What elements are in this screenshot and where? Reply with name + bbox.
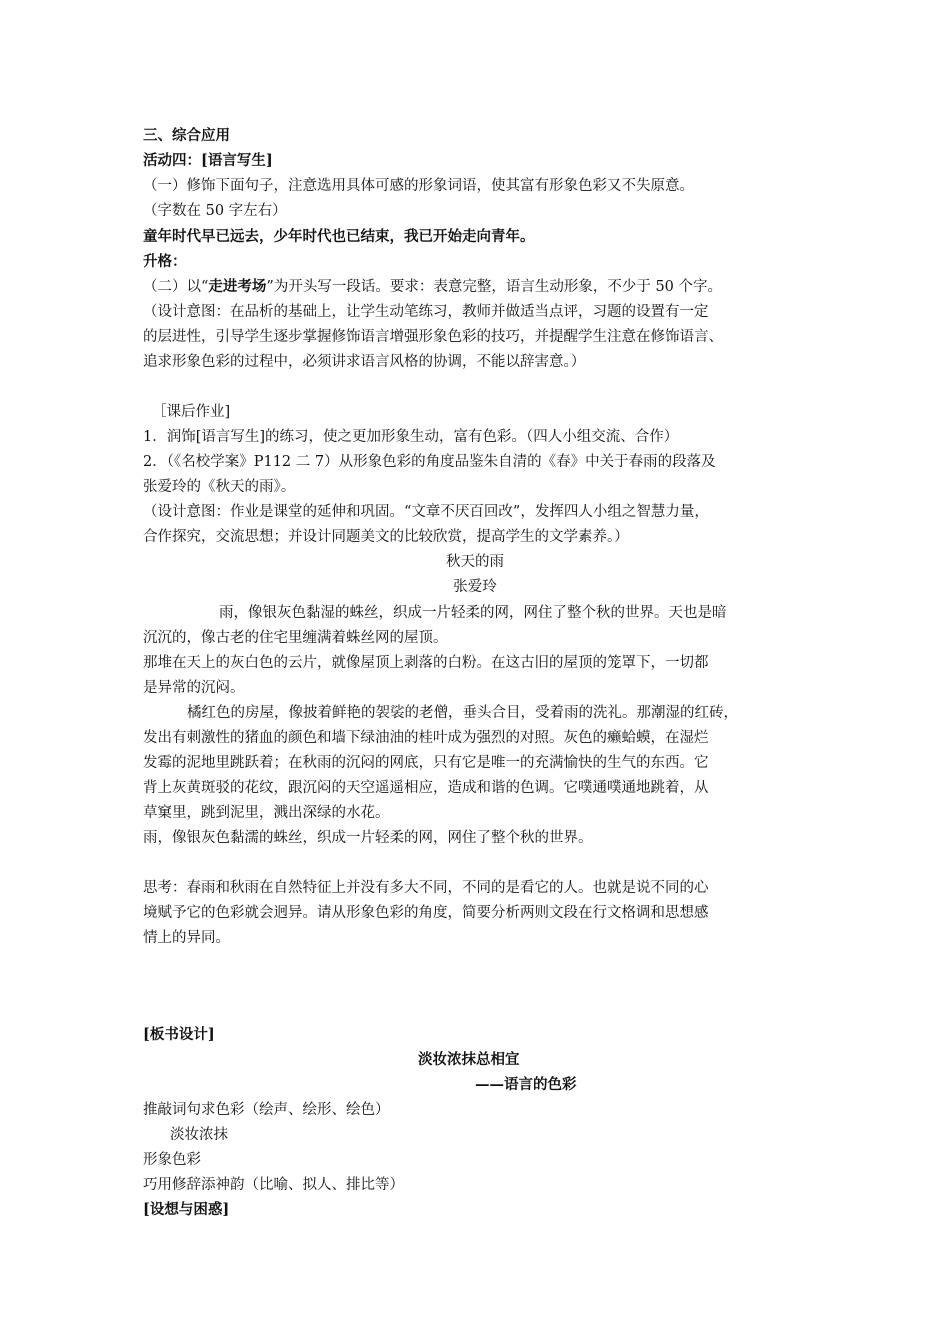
essay-line: 背上灰黄斑驳的花纹，跟沉闷的天空遥遥相应，造成和谐的色调。它噗通噗通地跳着，从 bbox=[143, 780, 709, 796]
essay-line: 雨，像银灰色黏湿的蛛丝，织成一片轻柔的网，网住了整个秋的世界。天也是暗 bbox=[219, 605, 727, 621]
design-intent-line: 的层进性，引导学生逐步掌握修饰语言增强形象色彩的技巧，并提醒学生注意在修饰语言、 bbox=[143, 329, 723, 345]
homework-item: 2．（《名校学案》P112 二 7）从形象色彩的角度品鉴朱自清的《春》中关于春雨的段落及 bbox=[143, 454, 716, 470]
board-line: 形象色彩 bbox=[143, 1152, 201, 1168]
activity-title: 活动四：[语言写生] bbox=[143, 152, 273, 169]
task2-line bbox=[143, 277, 823, 297]
task2-keyword: 走进考场 bbox=[208, 278, 267, 295]
example-sentence: 童年时代早已远去，少年时代也已结束，我已开始走向青年。 bbox=[143, 228, 535, 245]
essay-line: 沉沉的，像古老的住宅里缠满着蛛丝网的屋顶。 bbox=[143, 630, 448, 646]
thinking-line: 情上的异同。 bbox=[143, 930, 230, 946]
board-line: 巧用修辞添神韵（比喻、拟人、排比等） bbox=[143, 1177, 404, 1193]
essay-line: 那堆在天上的灰白色的云片，就像屋顶上剥落的白粉。在这古旧的屋顶的笼罩下，一切都 bbox=[143, 655, 709, 671]
task2-prefix: （二）以“ bbox=[143, 279, 209, 295]
section-heading: 三、综合应用 bbox=[143, 127, 230, 144]
board-title: 淡妆浓抹总相宜 bbox=[418, 1051, 520, 1068]
essay-line: 橘红色的房屋，像披着鲜艳的袈裟的老僧，垂头合目，受着雨的洗礼。那潮湿的红砖， bbox=[187, 705, 738, 721]
thinking-line: 思考：春雨和秋雨在自然特征上并没有多大不同，不同的是看它的人。也就是说不同的心 bbox=[143, 880, 709, 896]
essay-line: 雨，像银灰色黏濡的蛛丝，织成一片轻柔的网，网住了整个秋的世界。 bbox=[143, 830, 593, 846]
design-intent-line: 追求形象色彩的过程中，必须讲求语言风格的协调，不能以辞害意。） bbox=[143, 354, 586, 370]
essay-line: 草窠里，跳到泥里，溅出深绿的水花。 bbox=[143, 805, 390, 821]
design-intent-line: （设计意图：在品析的基础上，让学生动笔练习，教师并做适当点评，习题的设置有一定 bbox=[143, 304, 709, 320]
essay-line: 是异常的沉闷。 bbox=[143, 680, 245, 696]
upgrade-label: 升格： bbox=[143, 253, 187, 270]
task1-line: （一）修饰下面句子，注意选用具体可感的形象词语，使其富有形象色彩又不失原意。 bbox=[143, 178, 694, 194]
task1-line: （字数在 50 字左右） bbox=[143, 203, 287, 219]
essay-title: 秋天的雨 bbox=[446, 554, 504, 570]
task2-suffix: ”为开头写一段话。要求：表意完整，语言生动形象，不少于 50 个字。 bbox=[266, 279, 723, 295]
board-heading: [板书设计] bbox=[143, 1026, 215, 1043]
essay-author: 张爱玲 bbox=[453, 579, 497, 595]
reflection-heading: [设想与困惑] bbox=[143, 1201, 230, 1218]
board-line: 推敲词句求色彩（绘声、绘形、绘色） bbox=[143, 1102, 390, 1118]
thinking-line: 境赋予它的色彩就会迥异。请从形象色彩的角度，简要分析两则文段在行文格调和思想感 bbox=[143, 905, 709, 921]
board-subtitle: ——语言的色彩 bbox=[475, 1076, 577, 1093]
homework-heading: ［课后作业] bbox=[152, 404, 231, 420]
essay-line: 发霉的泥地里跳跃着；在秋雨的沉闷的网底，只有它是唯一的充满愉快的生气的东西。它 bbox=[143, 755, 709, 771]
board-line: 淡妆浓抹 bbox=[170, 1127, 228, 1143]
homework-item: 1．润饰[语言写生]的练习，使之更加形象生动，富有色彩。（四人小组交流、合作） bbox=[143, 429, 679, 445]
design-intent-line: 合作探究，交流思想；并设计同题美文的比较欣赏，提高学生的文学素养。） bbox=[143, 529, 629, 545]
homework-item: 张爱玲的《秋天的雨》。 bbox=[143, 479, 296, 495]
design-intent-line: （设计意图：作业是课堂的延伸和巩固。“文章不厌百回改”，发挥四人小组之智慧力量， bbox=[143, 504, 709, 520]
essay-line: 发出有刺激性的猪血的颜色和墙下绿油油的桂叶成为强烈的对照。灰色的癞蛤蟆，在湿烂 bbox=[143, 730, 709, 746]
